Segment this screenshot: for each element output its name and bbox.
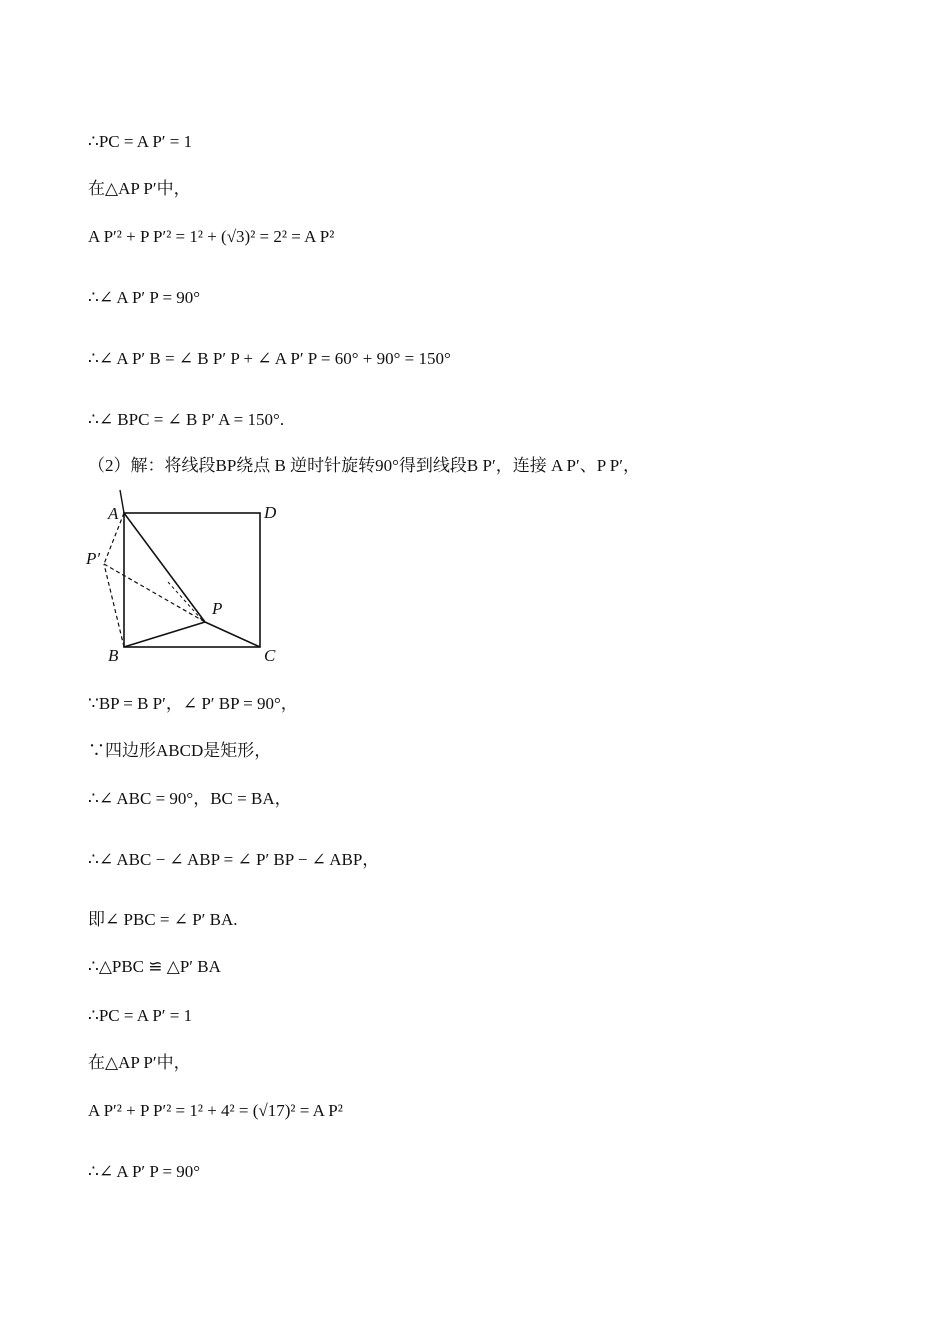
proof-line-1: ∴PC = A P′ = 1	[88, 132, 193, 151]
label-p: P	[212, 599, 223, 618]
proof-line-15: 在△AP P′中，	[88, 1053, 191, 1072]
segment-pp-prime	[104, 564, 205, 622]
proof-line-4: ∴∠ A P′ P = 90°	[88, 288, 201, 307]
segment-pc	[205, 622, 260, 647]
proof-line-16: A P′² + P P′² = 1² + 4² = (√17)² = A P²	[88, 1101, 343, 1120]
segment-ap-dashed-inner	[168, 582, 202, 620]
geometry-figure	[84, 486, 304, 676]
proof-line-12: 即∠ PBC = ∠ P′ BA.	[88, 910, 238, 929]
proof-line-8: ∵BP = B P′，∠ P′ BP = 90°，	[88, 694, 298, 713]
label-d: D	[264, 503, 277, 522]
proof-line-2: 在△AP P′中，	[88, 179, 191, 198]
label-p-prime: P′	[86, 549, 101, 568]
proof-line-3: A P′² + P P′² = 1² + (√3)² = 2² = A P²	[88, 227, 335, 246]
label-a: A	[108, 504, 119, 523]
segment-ap	[124, 513, 205, 622]
label-c: C	[264, 646, 276, 665]
square-abcd	[124, 513, 260, 647]
proof-line-11: ∴∠ ABC − ∠ ABP = ∠ P′ BP − ∠ ABP，	[88, 850, 380, 869]
segment-bp-prime	[104, 564, 124, 647]
proof-line-5: ∴∠ A P′ B = ∠ B P′ P + ∠ A P′ P = 60° + 90° = 150°	[88, 349, 451, 368]
line-extension-a	[120, 490, 124, 513]
proof-line-10: ∴∠ ABC = 90°，BC = BA，	[88, 789, 292, 808]
proof-line-9: ∵四边形ABCD是矩形，	[88, 741, 272, 760]
part2-intro: （2）解：将线段BP绕点 B 逆时针旋转90°得到线段B P′，连接 A P′、P P′，	[88, 456, 640, 475]
proof-line-17: ∴∠ A P′ P = 90°	[88, 1162, 201, 1181]
proof-line-6: ∴∠ BPC = ∠ B P′ A = 150°.	[88, 410, 285, 429]
segment-bp	[124, 622, 205, 647]
proof-line-14: ∴PC = A P′ = 1	[88, 1006, 193, 1025]
label-b: B	[108, 646, 119, 665]
proof-line-13: ∴△PBC ≌ △P′ BA	[88, 957, 221, 976]
